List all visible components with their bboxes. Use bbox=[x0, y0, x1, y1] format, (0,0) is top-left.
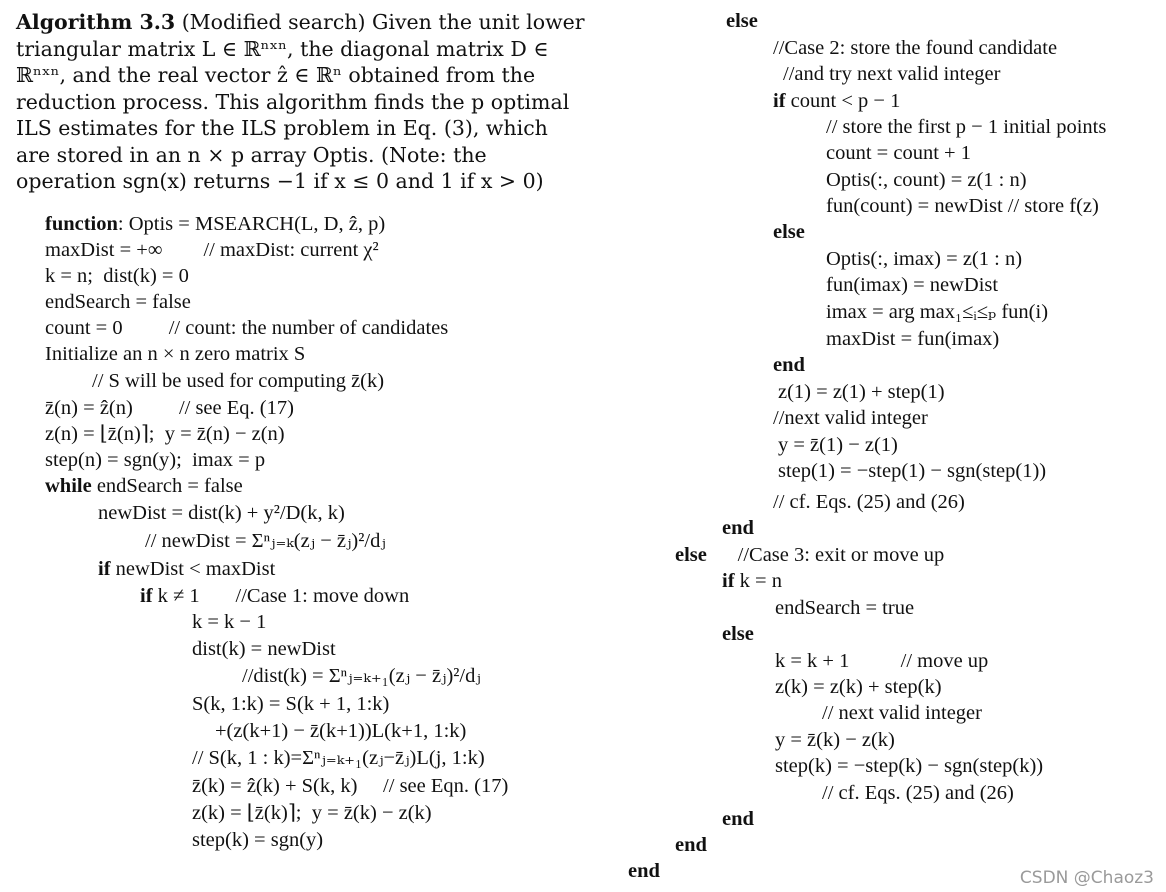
code-line bbox=[192, 827, 323, 853]
code-line bbox=[826, 114, 1106, 140]
code-text: fun(count) = newDist // store f(z) bbox=[826, 195, 1099, 217]
keyword: else bbox=[726, 10, 758, 32]
code-line bbox=[722, 806, 754, 832]
code-text: +(z(k+1) − z̄(k+1))L(k+1, 1:k) bbox=[215, 720, 467, 742]
code-text: maxDist = +∞ // maxDist: current χ² bbox=[45, 239, 379, 261]
code-text: // newDist = Σⁿⱼ₌ₖ(zⱼ − z̄ⱼ)²/dⱼ bbox=[145, 530, 386, 552]
code-text: step(n) = sgn(y); imax = p bbox=[45, 449, 266, 471]
code-text: // store the first p − 1 initial points bbox=[826, 116, 1107, 138]
code-text: z(k) = z(k) + step(k) bbox=[775, 676, 942, 698]
code-text: //next valid integer bbox=[773, 407, 928, 429]
code-text: Initialize an n × n zero matrix S bbox=[45, 343, 306, 365]
code-text: newDist = dist(k) + y²/D(k, k) bbox=[98, 502, 345, 524]
code-line bbox=[675, 542, 944, 568]
code-text: k = k + 1 // move up bbox=[775, 650, 989, 672]
code-text: k = k − 1 bbox=[192, 611, 267, 633]
code-text: count = 0 // count: the number of candidates bbox=[45, 317, 449, 339]
code-line bbox=[45, 211, 385, 237]
code-text: endSearch = false bbox=[91, 475, 243, 497]
code-text: // next valid integer bbox=[822, 702, 982, 724]
code-text: // cf. Eqs. (25) and (26) bbox=[822, 782, 1014, 804]
code-line bbox=[722, 568, 782, 594]
code-line bbox=[775, 753, 1043, 779]
code-text: endSearch = false bbox=[45, 291, 191, 313]
code-line bbox=[775, 674, 942, 700]
code-line bbox=[242, 663, 481, 689]
code-line bbox=[192, 636, 336, 662]
code-text: z̄(k) = ẑ(k) + S(k, k) // see Eqn. (17) bbox=[192, 775, 509, 797]
code-line bbox=[45, 237, 379, 263]
code-line bbox=[45, 315, 448, 341]
code-text: z(n) = ⌊z̄(n)⌉; y = z̄(n) − z(n) bbox=[45, 423, 285, 445]
code-line bbox=[45, 473, 243, 499]
code-text: count < p − 1 bbox=[785, 90, 901, 112]
keyword: if bbox=[773, 90, 786, 112]
code-line bbox=[45, 263, 189, 289]
code-line bbox=[826, 272, 998, 298]
code-line bbox=[45, 341, 305, 367]
code-line bbox=[192, 691, 389, 717]
code-line bbox=[45, 421, 285, 447]
code-text: y = z̄(1) − z(1) bbox=[778, 434, 898, 456]
code-text: //dist(k) = Σⁿⱼ₌ₖ₊₁(zⱼ − z̄ⱼ)²/dⱼ bbox=[242, 665, 481, 687]
code-line bbox=[773, 489, 965, 515]
code-line bbox=[192, 745, 485, 771]
code-line bbox=[45, 447, 265, 473]
code-line bbox=[773, 352, 805, 378]
code-line bbox=[778, 379, 945, 405]
code-line bbox=[773, 88, 900, 114]
code-text: dist(k) = newDist bbox=[192, 638, 336, 660]
code-text: k = n; dist(k) = 0 bbox=[45, 265, 189, 287]
code-text: step(k) = −step(k) − sgn(step(k)) bbox=[775, 755, 1044, 777]
code-text: imax = arg max₁≤ᵢ≤ₚ fun(i) bbox=[826, 301, 1049, 323]
code-line bbox=[773, 35, 1057, 61]
code-line bbox=[675, 832, 707, 858]
algorithm-description: (Modified search) Given the unit lower triangular matrix L ∈ ℝⁿˣⁿ, the diagonal matrix D ∈ ℝⁿˣⁿ, and the real vector ẑ ∈ ℝⁿ obtained from the reduction process. This algorithm finds the p optimal ILS estimates for the ILS problem in Eq. (3), which are stored in an n × p array Optis. (Note: the operation sgn(x) returns −1 if x ≤ 0 and 1 if x > 0) bbox=[16, 10, 585, 193]
code-line bbox=[826, 140, 971, 166]
code-text: // S will be used for computing z̄(k) bbox=[92, 370, 385, 392]
code-line bbox=[192, 609, 266, 635]
code-line bbox=[826, 299, 1048, 325]
keyword: end bbox=[675, 834, 707, 856]
code-line bbox=[192, 800, 432, 826]
code-text: z(k) = ⌊z̄(k)⌉; y = z̄(k) − z(k) bbox=[192, 802, 432, 824]
code-line bbox=[92, 368, 384, 394]
code-line bbox=[628, 858, 660, 884]
algorithm-header bbox=[16, 9, 588, 195]
code-line bbox=[45, 289, 191, 315]
code-text: newDist < maxDist bbox=[110, 558, 276, 580]
code-text: z̄(n) = ẑ(n) // see Eq. (17) bbox=[45, 397, 294, 419]
code-line bbox=[722, 515, 754, 541]
code-line bbox=[45, 395, 294, 421]
keyword: end bbox=[628, 860, 660, 882]
code-text: maxDist = fun(imax) bbox=[826, 328, 1000, 350]
code-line bbox=[192, 773, 508, 799]
code-line bbox=[98, 556, 275, 582]
code-line bbox=[822, 700, 982, 726]
keyword: if bbox=[98, 558, 111, 580]
code-text: count = count + 1 bbox=[826, 142, 971, 164]
code-line bbox=[778, 432, 898, 458]
code-text: //Case 2: store the found candidate bbox=[773, 37, 1058, 59]
keyword: end bbox=[773, 354, 805, 376]
keyword: else bbox=[773, 221, 805, 243]
code-line bbox=[783, 61, 1000, 87]
code-text: k ≠ 1 //Case 1: move down bbox=[152, 585, 410, 607]
code-line bbox=[215, 718, 466, 744]
keyword: else bbox=[722, 623, 754, 645]
code-line bbox=[775, 595, 914, 621]
code-text: S(k, 1:k) = S(k + 1, 1:k) bbox=[192, 693, 390, 715]
code-text: //and try next valid integer bbox=[783, 63, 1001, 85]
code-line bbox=[826, 193, 1099, 219]
code-line bbox=[773, 219, 805, 245]
code-line bbox=[775, 727, 895, 753]
code-text: Optis(:, imax) = z(1 : n) bbox=[826, 248, 1023, 270]
code-text: Optis(:, count) = z(1 : n) bbox=[826, 169, 1027, 191]
keyword: function bbox=[45, 213, 118, 235]
code-line bbox=[145, 528, 386, 554]
code-line bbox=[726, 8, 758, 34]
code-text: : Optis = MSEARCH(L, D, ẑ, p) bbox=[117, 213, 386, 235]
code-text: endSearch = true bbox=[775, 597, 915, 619]
code-line bbox=[722, 621, 754, 647]
code-text: // S(k, 1 : k)=Σⁿⱼ₌ₖ₊₁(zⱼ−z̄ⱼ)L(j, 1:k) bbox=[192, 747, 485, 769]
code-line bbox=[98, 500, 345, 526]
code-line bbox=[826, 326, 999, 352]
code-line bbox=[822, 780, 1014, 806]
code-line bbox=[826, 167, 1027, 193]
code-line bbox=[826, 246, 1022, 272]
code-text: k = n bbox=[734, 570, 782, 592]
code-line bbox=[778, 458, 1046, 484]
keyword: else bbox=[675, 544, 707, 566]
keyword: while bbox=[45, 475, 92, 497]
code-text: z(1) = z(1) + step(1) bbox=[778, 381, 945, 403]
code-text: step(1) = −step(1) − sgn(step(1)) bbox=[778, 460, 1047, 482]
code-line bbox=[773, 405, 928, 431]
code-line bbox=[775, 648, 988, 674]
code-line bbox=[140, 583, 409, 609]
algorithm-title: Algorithm 3.3 bbox=[16, 10, 176, 34]
keyword: end bbox=[722, 808, 754, 830]
code-text: step(k) = sgn(y) bbox=[192, 829, 324, 851]
keyword: if bbox=[722, 570, 735, 592]
watermark: CSDN @Chaoz3 bbox=[1019, 868, 1154, 888]
code-text: // cf. Eqs. (25) and (26) bbox=[773, 491, 965, 513]
keyword: if bbox=[140, 585, 153, 607]
keyword: end bbox=[722, 517, 754, 539]
code-text: fun(imax) = newDist bbox=[826, 274, 999, 296]
code-text: y = z̄(k) − z(k) bbox=[775, 729, 895, 751]
code-text: //Case 3: exit or move up bbox=[706, 544, 945, 566]
